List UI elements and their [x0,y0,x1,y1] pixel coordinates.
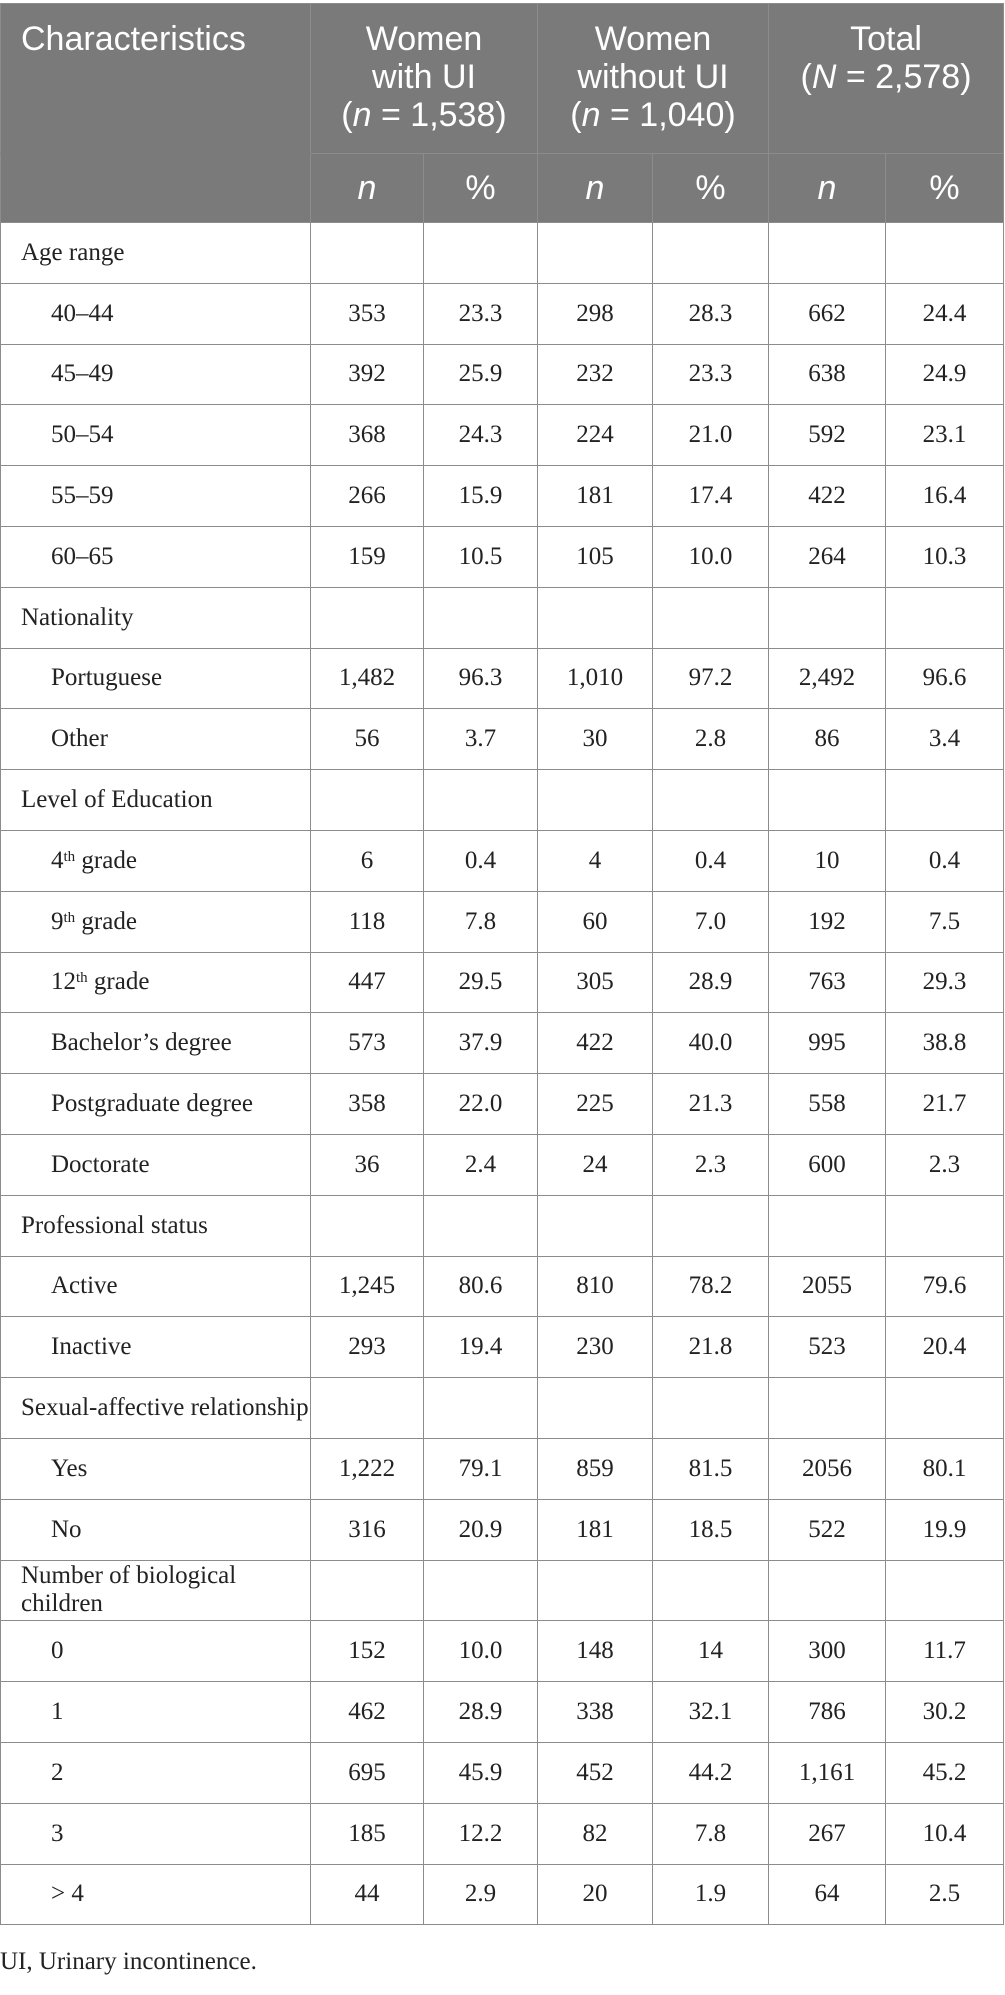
section-empty-cell [311,1195,424,1256]
section-empty-cell [311,587,424,648]
row-label: 45–49 [1,344,311,405]
percent-cell: 2.8 [653,709,769,770]
percent-cell: 0.4 [424,830,538,891]
section-empty-cell [769,770,886,831]
percent-cell: 44.2 [653,1742,769,1803]
section-empty-cell [653,223,769,284]
table-row [1,1013,1004,1074]
section-empty-cell [886,1195,1004,1256]
table-row [1,1317,1004,1378]
row-label: Postgraduate degree [1,1074,311,1135]
percent-cell: 10.5 [424,526,538,587]
percent-cell: 96.3 [424,648,538,709]
row-label: Doctorate [1,1134,311,1195]
count-cell: 20 [538,1864,653,1925]
section-empty-cell [311,223,424,284]
percent-cell: 19.9 [886,1499,1004,1560]
count-cell: 452 [538,1742,653,1803]
table-row [1,709,1004,770]
section-empty-cell [653,587,769,648]
percent-cell: 29.3 [886,952,1004,1013]
section-title: Sexual-affective relationship [1,1378,311,1439]
section-empty-cell [769,587,886,648]
with-ui-header: Women with UI (n = 1,538) [311,4,538,154]
count-cell: 264 [769,526,886,587]
percent-cell: 17.4 [653,466,769,527]
count-cell: 1,482 [311,648,424,709]
percent-cell: 28.9 [653,952,769,1013]
count-cell: 558 [769,1074,886,1135]
percent-cell: 0.4 [653,830,769,891]
table-row [1,1803,1004,1864]
percent-cell: 96.6 [886,648,1004,709]
count-cell: 56 [311,709,424,770]
section-empty-cell [653,1560,769,1621]
count-cell: 447 [311,952,424,1013]
row-label: Inactive [1,1317,311,1378]
row-label: 60–65 [1,526,311,587]
count-cell: 105 [538,526,653,587]
count-cell: 267 [769,1803,886,1864]
section-empty-cell [769,1195,886,1256]
count-cell: 230 [538,1317,653,1378]
percent-cell: 37.9 [424,1013,538,1074]
section-empty-cell [538,1378,653,1439]
subheader-blank [1,154,311,223]
percent-cell: 10.4 [886,1803,1004,1864]
section-empty-cell [424,587,538,648]
percent-cell: 24.9 [886,344,1004,405]
percent-cell: 10.0 [424,1621,538,1682]
count-cell: 86 [769,709,886,770]
percent-cell: 81.5 [653,1438,769,1499]
section-row [1,770,1004,831]
percent-cell: 23.3 [653,344,769,405]
table-row [1,526,1004,587]
percent-cell: 97.2 [653,648,769,709]
table-row [1,648,1004,709]
percent-cell: 79.1 [424,1438,538,1499]
total-header: Total (N = 2,578) [769,4,1004,154]
table-row [1,405,1004,466]
percent-cell: 80.1 [886,1438,1004,1499]
section-empty-cell [653,1378,769,1439]
section-empty-cell [311,770,424,831]
count-cell: 298 [538,283,653,344]
percent-cell: 7.8 [653,1803,769,1864]
section-empty-cell [424,770,538,831]
subheader-pct: % [886,154,1004,223]
subheader-n: n [769,154,886,223]
percent-cell: 30.2 [886,1682,1004,1743]
percent-cell: 11.7 [886,1621,1004,1682]
percent-cell: 14 [653,1621,769,1682]
percent-cell: 22.0 [424,1074,538,1135]
section-empty-cell [424,1195,538,1256]
percent-cell: 18.5 [653,1499,769,1560]
percent-cell: 23.1 [886,405,1004,466]
section-empty-cell [311,1560,424,1621]
percent-cell: 21.0 [653,405,769,466]
count-cell: 786 [769,1682,886,1743]
table-row [1,891,1004,952]
percent-cell: 2.4 [424,1134,538,1195]
count-cell: 353 [311,283,424,344]
section-title: Number of biological children [1,1560,311,1621]
count-cell: 695 [311,1742,424,1803]
count-cell: 293 [311,1317,424,1378]
section-empty-cell [538,587,653,648]
percent-cell: 78.2 [653,1256,769,1317]
count-cell: 1,161 [769,1742,886,1803]
percent-cell: 32.1 [653,1682,769,1743]
table-row [1,1438,1004,1499]
count-cell: 2055 [769,1256,886,1317]
subheader-n: n [311,154,424,223]
count-cell: 522 [769,1499,886,1560]
percent-cell: 29.5 [424,952,538,1013]
section-row [1,223,1004,284]
count-cell: 64 [769,1864,886,1925]
count-cell: 358 [311,1074,424,1135]
section-empty-cell [653,1195,769,1256]
percent-cell: 0.4 [886,830,1004,891]
percent-cell: 10.3 [886,526,1004,587]
count-cell: 392 [311,344,424,405]
table-row [1,344,1004,405]
percent-cell: 24.4 [886,283,1004,344]
percent-cell: 10.0 [653,526,769,587]
percent-cell: 20.4 [886,1317,1004,1378]
percent-cell: 3.4 [886,709,1004,770]
row-label: 4th grade [1,830,311,891]
row-label: 9th grade [1,891,311,952]
section-empty-cell [769,1378,886,1439]
section-title: Nationality [1,587,311,648]
section-empty-cell [311,1378,424,1439]
percent-cell: 12.2 [424,1803,538,1864]
count-cell: 2056 [769,1438,886,1499]
count-cell: 36 [311,1134,424,1195]
subheader-n: n [538,154,653,223]
count-cell: 152 [311,1621,424,1682]
table-row [1,1074,1004,1135]
section-empty-cell [538,223,653,284]
count-cell: 44 [311,1864,424,1925]
section-title: Age range [1,223,311,284]
section-row [1,587,1004,648]
count-cell: 305 [538,952,653,1013]
section-empty-cell [424,1378,538,1439]
table-row [1,830,1004,891]
count-cell: 1,245 [311,1256,424,1317]
count-cell: 2,492 [769,648,886,709]
table-row [1,466,1004,527]
percent-cell: 24.3 [424,405,538,466]
row-label: > 4 [1,1864,311,1925]
table-row [1,1864,1004,1925]
row-label: 2 [1,1742,311,1803]
percent-cell: 15.9 [424,466,538,527]
row-label: No [1,1499,311,1560]
row-label: 12th grade [1,952,311,1013]
row-label: 55–59 [1,466,311,527]
count-cell: 462 [311,1682,424,1743]
count-cell: 338 [538,1682,653,1743]
count-cell: 573 [311,1013,424,1074]
count-cell: 159 [311,526,424,587]
percent-cell: 79.6 [886,1256,1004,1317]
percent-cell: 2.3 [886,1134,1004,1195]
percent-cell: 2.3 [653,1134,769,1195]
percent-cell: 21.3 [653,1074,769,1135]
count-cell: 6 [311,830,424,891]
section-empty-cell [886,770,1004,831]
percent-cell: 20.9 [424,1499,538,1560]
count-cell: 82 [538,1803,653,1864]
count-cell: 192 [769,891,886,952]
section-empty-cell [886,223,1004,284]
row-label: Active [1,1256,311,1317]
section-empty-cell [538,770,653,831]
percent-cell: 28.9 [424,1682,538,1743]
row-label: 3 [1,1803,311,1864]
percent-cell: 80.6 [424,1256,538,1317]
count-cell: 185 [311,1803,424,1864]
count-cell: 763 [769,952,886,1013]
count-cell: 600 [769,1134,886,1195]
count-cell: 232 [538,344,653,405]
count-cell: 181 [538,466,653,527]
row-label: Bachelor’s degree [1,1013,311,1074]
header-row [1,4,1004,154]
characteristics-table [0,3,1004,1925]
count-cell: 638 [769,344,886,405]
percent-cell: 7.0 [653,891,769,952]
section-row [1,1378,1004,1439]
count-cell: 422 [769,466,886,527]
count-cell: 266 [311,466,424,527]
percent-cell: 2.9 [424,1864,538,1925]
section-empty-cell [538,1560,653,1621]
percent-cell: 21.8 [653,1317,769,1378]
percent-cell: 1.9 [653,1864,769,1925]
percent-cell: 7.8 [424,891,538,952]
table-row [1,952,1004,1013]
count-cell: 148 [538,1621,653,1682]
table-row [1,283,1004,344]
characteristics-header: Characteristics [1,4,311,154]
section-empty-cell [886,587,1004,648]
count-cell: 523 [769,1317,886,1378]
count-cell: 592 [769,405,886,466]
section-empty-cell [424,1560,538,1621]
section-empty-cell [538,1195,653,1256]
table-footnote: UI, Urinary incontinence. [0,1948,257,1975]
without-ui-header: Women without UI (n = 1,040) [538,4,769,154]
count-cell: 224 [538,405,653,466]
count-cell: 859 [538,1438,653,1499]
count-cell: 1,010 [538,648,653,709]
percent-cell: 45.9 [424,1742,538,1803]
row-label: 0 [1,1621,311,1682]
count-cell: 316 [311,1499,424,1560]
table-row [1,1682,1004,1743]
count-cell: 300 [769,1621,886,1682]
table-row [1,1134,1004,1195]
count-cell: 118 [311,891,424,952]
percent-cell: 38.8 [886,1013,1004,1074]
count-cell: 181 [538,1499,653,1560]
table-row [1,1499,1004,1560]
count-cell: 995 [769,1013,886,1074]
row-label: Other [1,709,311,770]
subheader-pct: % [424,154,538,223]
percent-cell: 45.2 [886,1742,1004,1803]
subheader-row [1,154,1004,223]
row-label: Portuguese [1,648,311,709]
section-empty-cell [886,1560,1004,1621]
table-row [1,1256,1004,1317]
table-row [1,1621,1004,1682]
section-empty-cell [653,770,769,831]
count-cell: 1,222 [311,1438,424,1499]
percent-cell: 16.4 [886,466,1004,527]
count-cell: 4 [538,830,653,891]
count-cell: 368 [311,405,424,466]
count-cell: 225 [538,1074,653,1135]
percent-cell: 23.3 [424,283,538,344]
count-cell: 422 [538,1013,653,1074]
count-cell: 30 [538,709,653,770]
section-empty-cell [769,1560,886,1621]
row-label: Yes [1,1438,311,1499]
count-cell: 24 [538,1134,653,1195]
count-cell: 810 [538,1256,653,1317]
percent-cell: 25.9 [424,344,538,405]
row-label: 50–54 [1,405,311,466]
percent-cell: 2.5 [886,1864,1004,1925]
count-cell: 10 [769,830,886,891]
section-empty-cell [424,223,538,284]
percent-cell: 28.3 [653,283,769,344]
section-title: Professional status [1,1195,311,1256]
table-row [1,1742,1004,1803]
count-cell: 662 [769,283,886,344]
row-label: 40–44 [1,283,311,344]
section-title: Level of Education [1,770,311,831]
percent-cell: 7.5 [886,891,1004,952]
percent-cell: 21.7 [886,1074,1004,1135]
count-cell: 60 [538,891,653,952]
section-row [1,1195,1004,1256]
percent-cell: 19.4 [424,1317,538,1378]
percent-cell: 40.0 [653,1013,769,1074]
section-empty-cell [769,223,886,284]
row-label: 1 [1,1682,311,1743]
percent-cell: 3.7 [424,709,538,770]
section-row [1,1560,1004,1621]
section-empty-cell [886,1378,1004,1439]
subheader-pct: % [653,154,769,223]
